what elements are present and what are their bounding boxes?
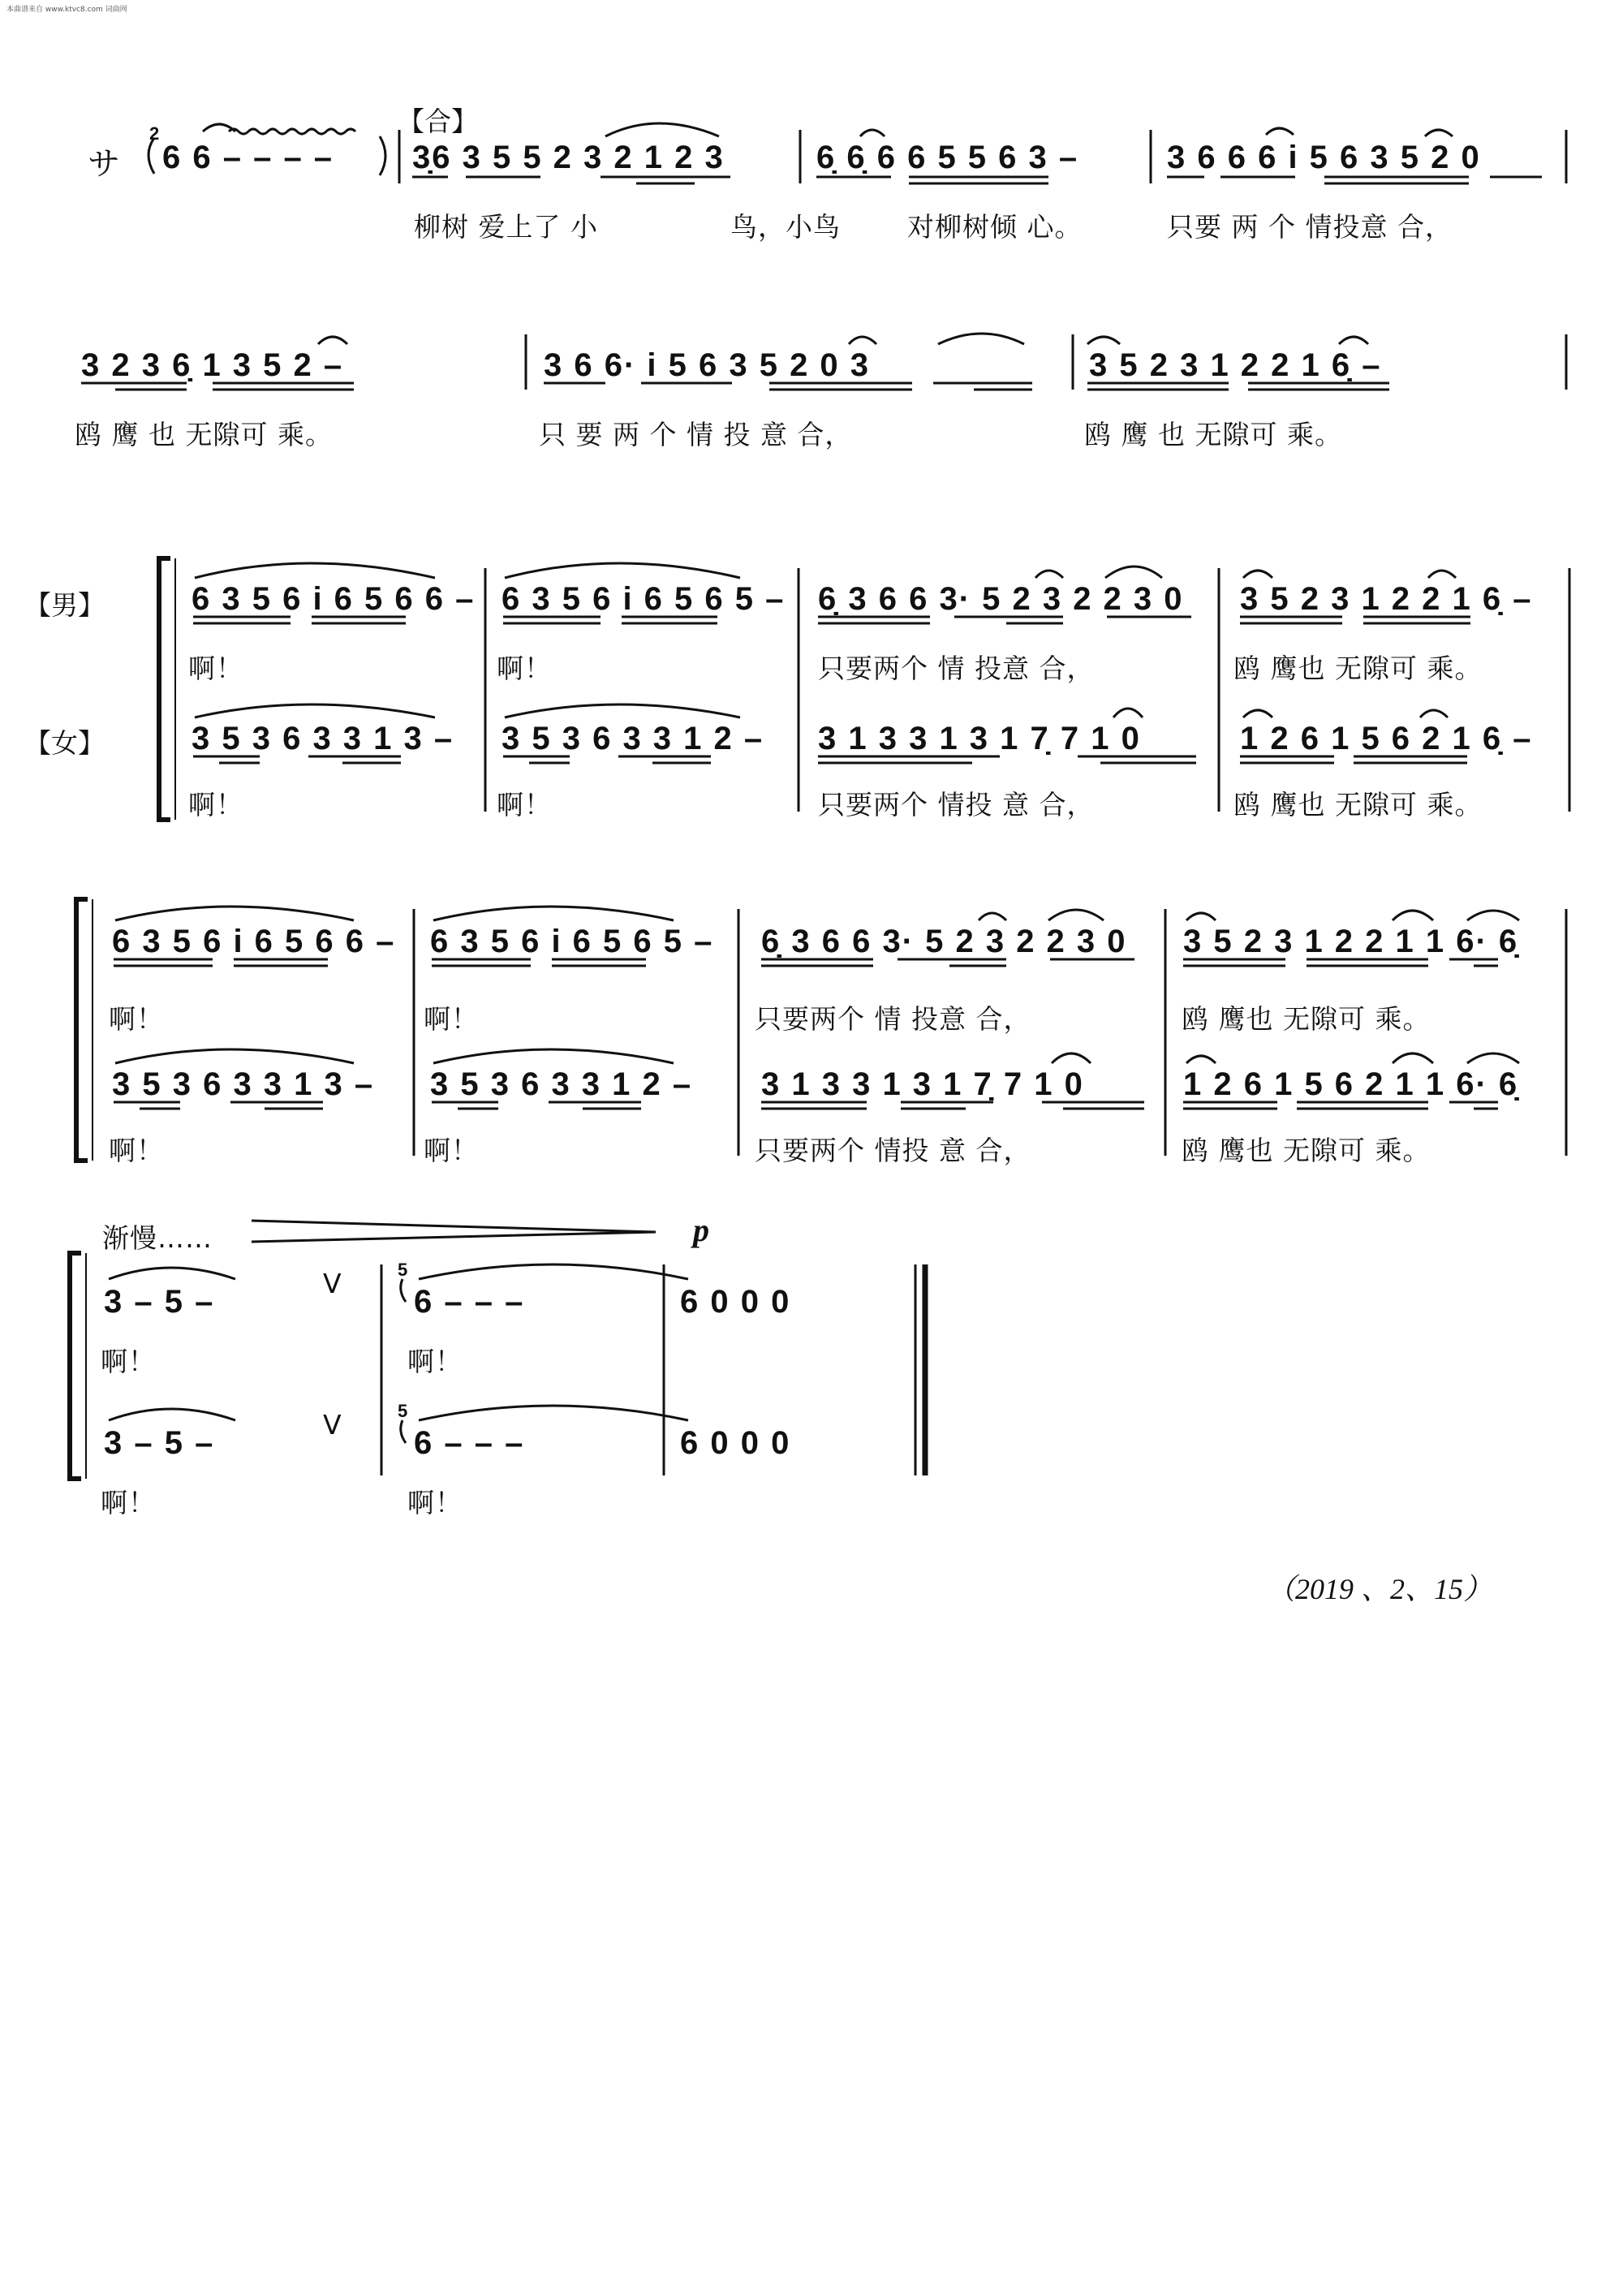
s4-male-slur-1 xyxy=(115,907,354,920)
s4-male-slur-3 xyxy=(979,913,1006,920)
male-part-label: 【男】 xyxy=(24,589,105,621)
s3-female-lyric-4: 鸥 鹰也 无隙可 乘。 xyxy=(1233,789,1483,821)
s5-upper-slur-3 xyxy=(419,1264,688,1279)
s3-male-slur-1 xyxy=(195,563,435,578)
s2-bar-3: 3 5 2 3 1 2 2 1 6̣ – xyxy=(1089,347,1382,383)
s4-male-slur-2 xyxy=(433,907,674,920)
intro-trill xyxy=(229,129,355,134)
s1-lyric-1: 柳树 爱上了 小 xyxy=(414,211,598,243)
s1-slur-1 xyxy=(605,123,719,136)
s3-male-lyric-4: 鸥 鹰也 无隙可 乘。 xyxy=(1233,653,1483,684)
s4-male-lyric-4: 鸥 鹰也 无隙可 乘。 xyxy=(1182,1003,1431,1035)
s4-female-slur-4 xyxy=(1186,1056,1216,1063)
s5-lower-bar-1: 3 – 5 – xyxy=(104,1425,215,1461)
s2-slur-3 xyxy=(938,334,1024,344)
s2-slur-5 xyxy=(1339,337,1368,344)
s2-slur-2 xyxy=(849,337,876,344)
s3-male-bar-4: 3 5 2 3 1 2 2 1 6̣ – xyxy=(1240,581,1533,617)
s4-female-bar-2: 3 5 3 6 3 3 1 2 – xyxy=(430,1066,693,1102)
free-tempo-mark: サ xyxy=(88,145,120,183)
s4-male-lyric-3: 只要两个 情 投意 合， xyxy=(755,1003,1031,1035)
s1-slur-2 xyxy=(860,130,885,136)
s4-female-bar-4: 1 2 6 1 5 6 2 1 1 6· 6̣ xyxy=(1183,1066,1519,1102)
crescendo-hairpin xyxy=(252,1221,656,1242)
intro-bracket xyxy=(149,138,154,174)
s2-slur-4 xyxy=(1087,337,1120,344)
s4-female-lyric-4: 鸥 鹰也 无隙可 乘。 xyxy=(1182,1135,1431,1166)
s4-female-bar-1: 3 5 3 6 3 3 1 3 – xyxy=(112,1066,375,1102)
s3-male-lyric-3: 只要两个 情 投意 合， xyxy=(818,653,1095,684)
s4-female-slur-5 xyxy=(1393,1053,1433,1063)
s4-female-bar-3: 3 1 3 3 1 3 1 7̣ 7 1 0 xyxy=(761,1066,1084,1102)
s3-female-slur-3 xyxy=(1113,709,1143,717)
s3-female-slur-2 xyxy=(505,704,740,717)
s3-female-bar-4: 1 2 6 1 5 6 2 1 6̣ – xyxy=(1240,721,1533,756)
s3-female-slur-4 xyxy=(1243,710,1272,717)
dynamic-mark: p xyxy=(693,1212,709,1248)
s2-lyric-1: 鸥 鹰 也 无隙可 乘。 xyxy=(75,419,333,450)
s3-female-slur-1 xyxy=(195,704,435,717)
s1-bar-3: 3 6 6 6 i 5 6 3 5 2 0 xyxy=(1167,140,1481,175)
s3-male-lyric-2: 啊！ xyxy=(497,653,552,684)
s3-male-lyric-1: 啊！ xyxy=(188,653,243,684)
s5-lower-slur-2 xyxy=(401,1420,406,1443)
s4-female-lyric-2: 啊！ xyxy=(424,1135,479,1166)
s4-male-bar-3: 6̣ 3 6 6 3· 5 2 3 2 2 3 0 xyxy=(761,924,1127,959)
s3-male-slur-3 xyxy=(1035,571,1063,578)
s5-upper-bar-3: 6 0 0 0 xyxy=(680,1284,791,1320)
composition-date: （2019 、2、15） xyxy=(1266,1573,1493,1605)
s1-slur-3 xyxy=(1266,128,1294,135)
s5-upper-slur-2 xyxy=(401,1279,406,1302)
s4-female-lyric-1: 啊！ xyxy=(109,1135,164,1166)
s2-lyric-2: 只 要 两 个 情 投 意 合， xyxy=(539,419,853,450)
s2-bar-1: 3 2 3 6̣ 1 3 5 2 – xyxy=(81,347,344,383)
s5-lower-bar-3: 6 0 0 0 xyxy=(680,1425,791,1461)
s5-upper-lyric-2: 啊！ xyxy=(407,1346,463,1377)
s5-upper-lyric-1: 啊！ xyxy=(101,1346,156,1377)
s5-upper-bar-1: 3 – 5 – xyxy=(104,1284,215,1320)
s4-female-slur-1 xyxy=(115,1049,354,1063)
s1-lyric-4: 只要 两 个 情投意 合， xyxy=(1167,211,1453,243)
label-he: 【合】 xyxy=(398,106,478,137)
intro-notes: 6 6 – – – – xyxy=(162,140,334,175)
s4-female-slur-3 xyxy=(1052,1053,1091,1063)
s1-lyric-2: 鸟，小鸟 xyxy=(730,211,841,243)
s1-bar-2: 6̣ 6̣ 6 6 5 5 6 3 – xyxy=(816,140,1079,175)
s4-male-lyric-1: 啊！ xyxy=(109,1003,164,1035)
s3-female-bar-1: 3 5 3 6 3 3 1 3 – xyxy=(192,721,454,756)
s5-lower-lyric-2: 啊！ xyxy=(407,1487,463,1518)
s3-female-lyric-3: 只要两个 情投 意 合， xyxy=(818,789,1095,821)
s2-bar-2: 3 6 6· i 5 6 3 5 2 0 3 xyxy=(544,347,871,383)
s5-upper-breath-mark: V xyxy=(323,1268,342,1299)
s3-bracket xyxy=(159,558,170,820)
tempo-mark: 渐慢…… xyxy=(102,1222,213,1254)
s1-lyric-3: 对柳树倾 心。 xyxy=(907,211,1083,243)
s5-lower-breath-mark: V xyxy=(323,1409,342,1441)
s4-male-slur-5 xyxy=(1186,913,1216,920)
female-part-label: 【女】 xyxy=(24,727,105,759)
s2-slur-1 xyxy=(318,337,347,344)
s3-male-bar-3: 6̣ 3 6 6 3· 5 2 3 2 2 3 0 xyxy=(818,581,1184,617)
s4-male-lyric-2: 啊！ xyxy=(424,1003,479,1035)
site-note: 本曲谱来自 www.ktvc8.com 词曲网 xyxy=(6,6,127,14)
s1-slur-4 xyxy=(1425,130,1453,136)
s5-bracket xyxy=(70,1253,81,1479)
s5-lower-grace-note: 5 xyxy=(398,1401,408,1421)
s5-upper-bar-2: 6 – – – xyxy=(414,1284,525,1320)
s3-male-bar-2: 6 3 5 6 i 6 5 6 5 – xyxy=(502,581,786,617)
s3-male-slur-2 xyxy=(505,563,740,578)
s4-male-slur-4 xyxy=(1048,910,1104,920)
s4-male-slur-7 xyxy=(1467,911,1519,920)
s3-male-bar-1: 6 3 5 6 i 6 5 6 6 – xyxy=(192,581,476,617)
s1-bar-1: 3̣6 3 5 5 2 3 2 1 2 3 xyxy=(412,140,725,175)
intro-close-paren xyxy=(380,136,385,175)
s3-female-slur-5 xyxy=(1420,710,1448,717)
s4-male-slur-6 xyxy=(1393,911,1433,920)
s4-bracket xyxy=(76,899,88,1161)
s3-male-slur-4 xyxy=(1105,566,1162,578)
s4-female-lyric-3: 只要两个 情投 意 合， xyxy=(755,1135,1031,1166)
s3-female-lyric-2: 啊！ xyxy=(497,789,552,821)
s4-male-bar-1: 6 3 5 6 i 6 5 6 6 – xyxy=(112,924,396,959)
s3-male-slur-5 xyxy=(1243,571,1272,578)
s4-male-bar-4: 3 5 2 3 1 2 2 1 1 6· 6̣ xyxy=(1183,924,1519,959)
s4-female-slur-2 xyxy=(433,1049,674,1063)
s5-lower-lyric-1: 啊！ xyxy=(101,1487,156,1518)
s5-upper-slur-1 xyxy=(109,1268,235,1279)
s5-upper-grace-note: 5 xyxy=(398,1260,408,1280)
s3-female-bar-2: 3 5 3 6 3 3 1 2 – xyxy=(502,721,764,756)
s3-female-bar-3: 3 1 3 3 1 3 1 7̣ 7 1 0 xyxy=(818,721,1141,756)
grace-note: 2 xyxy=(149,123,160,144)
s5-lower-slur-3 xyxy=(419,1406,688,1420)
s4-male-bar-2: 6 3 5 6 i 6 5 6 5 – xyxy=(430,924,714,959)
s5-lower-slur-1 xyxy=(109,1409,235,1420)
s5-lower-bar-2: 6 – – – xyxy=(414,1425,525,1461)
s2-lyric-3: 鸥 鹰 也 无隙可 乘。 xyxy=(1084,419,1342,450)
s3-male-slur-6 xyxy=(1428,571,1456,578)
s4-female-slur-6 xyxy=(1467,1053,1519,1063)
s3-female-lyric-1: 啊！ xyxy=(188,789,243,821)
